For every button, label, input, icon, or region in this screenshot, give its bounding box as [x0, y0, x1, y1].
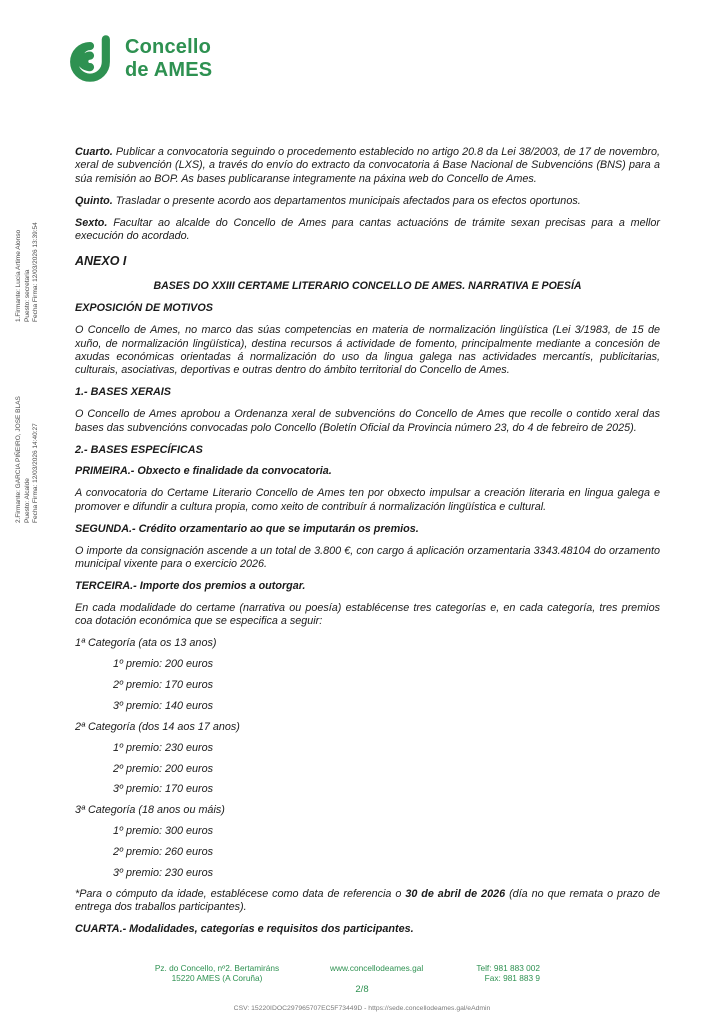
category-3-prize-3: 3º premio: 230 euros — [113, 867, 213, 880]
note-pre: *Para o cómputo da idade, establécese como data de referencia o — [75, 887, 406, 900]
note-post: (día no que remata o prazo de entrega dos traballos participantes). — [75, 887, 660, 914]
footer-address — [152, 963, 282, 983]
note-date-bold: 30 de abril de 2026 — [405, 887, 506, 900]
category-2: 2ª Categoría (dos 14 aos 17 anos) — [75, 720, 240, 733]
heading-primeira: PRIMEIRA.- Obxecto e finalidade da convocatoria. — [75, 465, 332, 478]
footer-contact — [455, 963, 540, 983]
signature-1-puesto: Puesto: secretaria — [23, 269, 31, 322]
heading-bases-certame: BASES DO XXIII CERTAME LITERARIO CONCELLO DE AMES. NARRATIVA E POESÍA — [153, 279, 582, 292]
heading-terceira: TERCEIRA.- Importe dos premios a outorgar. — [75, 579, 306, 592]
footer-fax: Fax: 981 883 9 — [484, 973, 540, 983]
footer-website: www.concellodeames.gal — [330, 963, 424, 973]
footer-address-line2: 15220 AMES (A Coruña) — [171, 973, 263, 983]
signature-stamp-2 — [15, 396, 41, 523]
csv-verification-line: CSV: 15220IDOC297965707EC5F73449D - https://sede.concellodeames.gal/eAdmin — [233, 1005, 491, 1012]
footer-phone: Telf: 981 883 002 — [476, 963, 540, 973]
heading-exposicion-motivos: EXPOSICIÓN DE MOTIVOS — [75, 302, 213, 315]
heading-anexo-i: ANEXO I — [75, 254, 127, 269]
paragraph-quinto — [75, 195, 660, 208]
heading-bases-especificas: 2.- BASES ESPECÍFICAS — [75, 443, 203, 456]
category-3: 3ª Categoría (18 anos ou máis) — [75, 804, 225, 817]
heading-bases-xerais: 1.- BASES XERAIS — [75, 386, 171, 399]
logo-line2: de AMES — [125, 59, 213, 81]
paragraph-quinto-lead: Quinto. — [75, 194, 113, 207]
signature-2-firmante: 2.Firmante: GARCIA PIÑEIRO, JOSE BLAS — [15, 396, 22, 523]
signature-1-fecha: Fecha Firma: 12/03/2026 13:39:54 — [32, 222, 40, 322]
paragraph-cuarto — [75, 146, 660, 186]
footer-address-line1: Pz. do Concello, nº2. Bertamiráns — [154, 963, 280, 973]
ames-a-spiral-icon — [66, 32, 114, 85]
paragraph-terceira: En cada modalidade do certame (narrativa ou poesía) establécense tres categorías e, en cada categoría, tres premios coa dotación económica que se especifica a seguir: — [75, 601, 660, 628]
category-1-prize-1: 1º premio: 200 euros — [113, 657, 213, 670]
signature-stamp-1 — [15, 222, 41, 322]
signature-1-firmante: 1.Firmante: Lucía Artime Alonso — [15, 229, 22, 322]
category-2-prize-3: 3º premio: 170 euros — [113, 783, 213, 796]
paragraph-primeira: A convocatoria do Certame Literario Concello de Ames ten por obxecto impulsar a creación literaria en lingua galega e promover e difundir a cultura propia, como xeito de contribuír á normalización lingüística e cultural. — [75, 487, 660, 513]
paragraph-bases-xerais: O Concello de Ames aprobou a Ordenanza xeral de subvencións do Concello de Ames que recolle o contido xeral das bases das subvencións convocadas polo Concello (Boletín Oficial da Provincia número 23, do 4 de febreiro de 2025). — [75, 408, 660, 434]
category-2-prize-1: 1º premio: 230 euros — [113, 741, 213, 754]
heading-segunda: SEGUNDA.- Crédito orzamentario ao que se imputarán os premios. — [75, 522, 419, 535]
signature-2-fecha: Fecha Firma: 12/03/2026 14:40:27 — [32, 423, 40, 523]
paragraph-cuarto-text: Publicar a convocatoria seguindo o procedemento establecido no artigo 20.8 da Lei 38/2003, de 17 de novembro, xeral de subvención (LXS), a través do envío do extracto da convocatoria á Base Nacional de Subvencións (BNS) para a súa remisión ao BOP. As bases publicaranse integramente na páxina web do Concello de Ames. — [75, 146, 661, 185]
category-1: 1ª Categoría (ata os 13 anos) — [75, 637, 217, 650]
category-3-prize-2: 2º premio: 260 euros — [113, 846, 213, 859]
logo-line1: Concello — [125, 36, 212, 58]
header-logo — [66, 32, 212, 85]
paragraph-cuarto-lead: Cuarto. — [75, 146, 113, 158]
paragraph-sexto — [75, 217, 660, 244]
category-1-prize-2: 2º premio: 170 euros — [113, 678, 213, 691]
document-body — [75, 146, 660, 945]
paragraph-segunda: O importe da consignación ascende a un total de 3.800 €, con cargo á aplicación orzamentaria 3343.48104 do orzamento municipal vixente para o exercicio 2026. — [75, 544, 660, 570]
note-age-reference — [75, 888, 660, 915]
paragraph-sexto-lead: Sexto. — [75, 216, 108, 229]
signature-2-puesto: Puesto: Alcalde — [23, 478, 31, 523]
category-2-prize-2: 2º premio: 200 euros — [113, 762, 213, 775]
page-number: 2/8 — [355, 984, 369, 995]
category-3-prize-1: 1º premio: 300 euros — [113, 825, 213, 838]
paragraph-exposicion: O Concello de Ames, no marco das súas competencias en materia de normalización lingüística (Lei 3/1983, de 15 de xuño, de normalización lingüística), destina recursos á actividade de fomento, principalmente mediante a concesión de axudas económicas orientadas á normalización do uso da lingua galega nas actividades mercantís, publicitarias, culturais, asociativas, deportivas e outras dentro do ámbito territorial do Concello de Ames. — [75, 324, 660, 377]
paragraph-sexto-text: Facultar ao alcalde do Concello de Ames para cantas actuacións de trámite sexan precisas para a mellor execución do acordado. — [75, 216, 661, 243]
heading-cuarta: CUARTA.- Modalidades, categorías e requisitos dos participantes. — [75, 923, 414, 936]
logo-text — [125, 32, 212, 82]
category-1-prize-3: 3º premio: 140 euros — [113, 699, 213, 712]
paragraph-quinto-text: Trasladar o presente acordo aos departamentos municipais afectados para os efectos oportunos. — [115, 194, 581, 207]
